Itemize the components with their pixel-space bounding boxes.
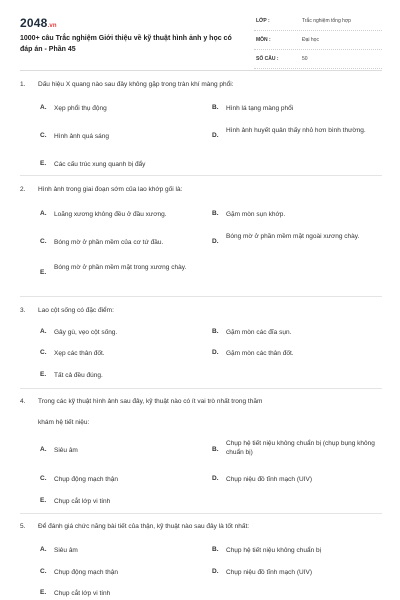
- question-text: Hình ảnh trong giai đoạn sớm của lao khớp gối là:: [38, 186, 183, 193]
- meta-value: Trắc nghiệm tổng hợp: [302, 18, 351, 24]
- option-letter: E.: [40, 160, 47, 167]
- option-text: Chụp hệ tiết niệu không chuẩn bị: [226, 547, 322, 554]
- option-text: Bóng mờ ở phần mềm mặt ngoài xương chày.: [226, 233, 360, 240]
- option-letter: B.: [212, 210, 219, 217]
- option-text: Chụp niệu đồ tĩnh mạch (UIV): [226, 476, 312, 483]
- question-number: 1.: [20, 81, 26, 88]
- option-letter: B.: [212, 546, 219, 553]
- option-letter: D.: [212, 568, 219, 575]
- question-divider: [20, 388, 382, 389]
- option-letter: C.: [40, 475, 47, 482]
- option-letter: D.: [212, 349, 219, 356]
- option-text: Chụp niệu đồ tĩnh mạch (UIV): [226, 569, 312, 576]
- question-number: 3.: [20, 307, 26, 314]
- option-text: Bóng mờ ở phần mềm mặt trong xương chày.: [54, 264, 187, 271]
- header-divider: [20, 70, 382, 71]
- option-text: Các cấu trúc xung quanh bị đẩy: [54, 161, 146, 168]
- option-letter: A.: [40, 546, 47, 553]
- option-text: Hình lá tạng màng phổi: [226, 105, 294, 112]
- question-number: 2.: [20, 186, 26, 193]
- option-letter: D.: [212, 475, 219, 482]
- question-text: Dấu hiệu X quang nào sau đây không gặp trong tràn khí màng phổi:: [38, 81, 234, 88]
- document-title: 1000+ câu Trắc nghiệm Giới thiệu về kỹ thuật hình ảnh y học có đáp án - Phần 45: [20, 35, 232, 53]
- option-letter: A.: [40, 210, 47, 217]
- option-letter: E.: [40, 371, 47, 378]
- question-text-continued: khám hệ tiết niệu:: [38, 419, 90, 426]
- option-text: Xẹp các thân đốt.: [54, 350, 105, 357]
- option-letter: B.: [212, 328, 219, 335]
- option-text: Bóng mờ ở phần mềm của cơ tứ đầu.: [54, 239, 164, 246]
- option-letter: C.: [40, 132, 47, 139]
- option-text: Siêu âm: [54, 447, 78, 454]
- option-text: Gặm mòn sụn khớp.: [226, 211, 286, 218]
- option-letter: E.: [40, 497, 47, 504]
- meta-value: Đại học: [302, 37, 319, 43]
- option-text: Gặm mòn các thân đốt.: [226, 350, 294, 357]
- option-letter: C.: [40, 349, 47, 356]
- option-text: Xẹp phổi thụ động: [54, 105, 107, 112]
- option-letter: B.: [212, 104, 219, 111]
- question-text: Trong các kỹ thuật hình ảnh sau đây, kỹ thuật nào có ít vai trò nhất trong thăm: [38, 398, 263, 405]
- meta-row-subject: [254, 31, 382, 50]
- question-divider: [20, 296, 382, 297]
- document-meta: [254, 12, 382, 69]
- option-letter: C.: [40, 238, 47, 245]
- option-text: Loãng xương không đều ở đầu xương.: [54, 211, 167, 218]
- option-text: Chụp cắt lớp vi tính: [54, 498, 111, 505]
- option-text: Chụp cắt lớp vi tính: [54, 590, 111, 597]
- meta-value: 50: [302, 56, 308, 62]
- option-letter: A.: [40, 328, 47, 335]
- option-text: Gây gù, vẹo cột sống.: [54, 329, 118, 336]
- option-letter: A.: [40, 104, 47, 111]
- option-letter: C.: [40, 568, 47, 575]
- question-text: Lao cột sống có đặc điểm:: [38, 307, 114, 314]
- option-letter: D.: [212, 238, 219, 245]
- option-text: Chụp động mạch thận: [54, 476, 118, 483]
- option-text: Tất cả đều đúng.: [54, 372, 103, 379]
- option-text: Chụp động mạch thận: [54, 569, 118, 576]
- question-number: 4.: [20, 398, 26, 405]
- meta-label: MÔN :: [256, 37, 271, 43]
- question-divider: [20, 175, 382, 176]
- meta-row-class: [254, 12, 382, 31]
- question-divider: [20, 513, 382, 514]
- option-text: Hình ảnh quá sáng: [54, 133, 109, 140]
- meta-label: LỚP :: [256, 18, 270, 24]
- meta-label: SỐ CÂU :: [256, 56, 279, 62]
- option-text: Chụp hệ tiết niệu không chuẩn bị (chụp bụng không chuẩn bị): [226, 440, 375, 456]
- option-letter: D.: [212, 132, 219, 139]
- document-header: [20, 10, 382, 70]
- question-text: Để đánh giá chức năng bài tiết của thận, kỹ thuật nào sau đây là tốt nhất:: [38, 523, 250, 530]
- option-text: Gặm mòn các đĩa sụn.: [226, 329, 292, 336]
- logo-suffix-text: .vn: [47, 23, 57, 29]
- option-text: Siêu âm: [54, 547, 78, 554]
- option-letter: B.: [212, 446, 219, 453]
- option-text: Hình ảnh huyết quản thấy nhỏ hơn bình thường.: [226, 127, 366, 134]
- question-number: 5.: [20, 523, 26, 530]
- logo-main-text: 2048: [20, 16, 48, 30]
- option-letter: E.: [40, 589, 47, 596]
- meta-row-question-count: [254, 50, 382, 69]
- option-letter: A.: [40, 446, 47, 453]
- site-logo[interactable]: [20, 16, 57, 30]
- option-letter: E.: [40, 269, 47, 276]
